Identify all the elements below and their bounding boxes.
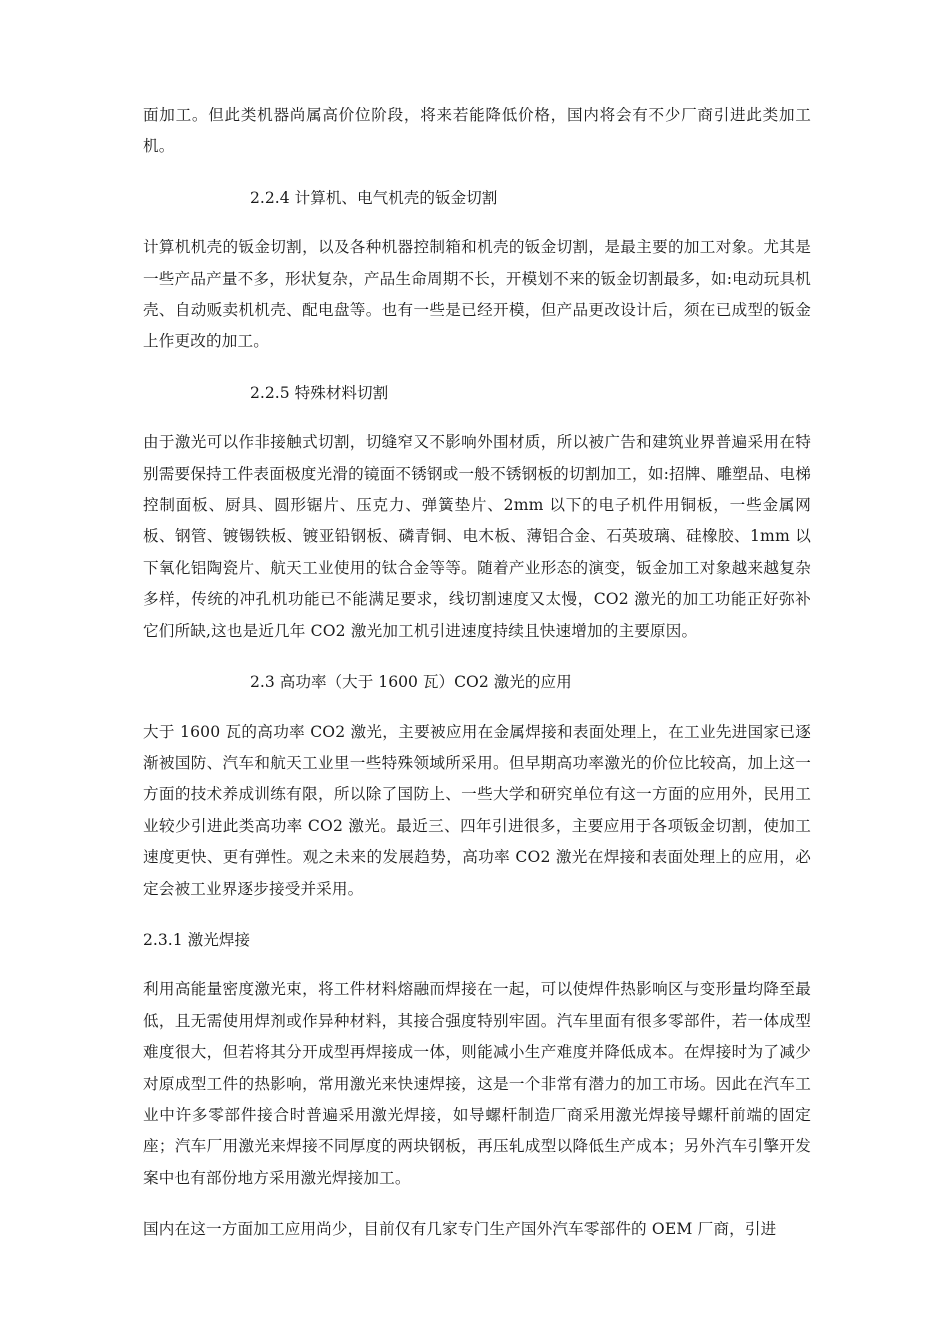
section-heading-2-2-5: 2.2.5 特殊材料切割 xyxy=(250,383,389,402)
paragraph-laser-welding: 利用高能量密度激光束，将工件材料熔融而焊接在一起，可以使焊件热影响区与变形量均降至最低，且无需使用焊剂或作异种材料，其接合强度特别牢固。汽车里面有很多零部件，若一体成型难度很大，但若将其分开成型再焊接成一体，则能减小生产难度并降低成本。在焊接时为了减少对原成型工件的热影响，常用激光来快速焊接，这是一个非常有潜力的加工市场。因此在汽车工业中许多零部件接合时普遍采用激光焊接，如导螺杆制造厂商采用激光焊接导螺杆前端的固定座；汽车厂用激光来焊接不同厚度的两块钢板，再压轧成型以降低生产成本；另外汽车引擎开发案中也有部份地方采用激光焊接加工。 xyxy=(143,980,811,1187)
paragraph-domestic-application: 国内在这一方面加工应用尚少，目前仅有几家专门生产国外汽车零部件的 OEM 厂商，引进 xyxy=(143,1220,777,1239)
section-heading-2-2-4: 2.2.4 计算机、电气机壳的钣金切割 xyxy=(250,188,498,207)
paragraph-special-materials: 由于激光可以作非接触式切割，切缝窄又不影响外围材质，所以被广告和建筑业界普遍采用在特别需要保持工件表面极度光滑的镜面不锈钢或一般不锈钢板的切割加工，如:招牌、雕塑品、电梯控制面板、厨具、圆形锯片、压克力、弹簧垫片、2mm 以下的电子机件用铜板，一些金属网板、钢管、镀锡铁板、镀亚铅钢板、磷青铜、电木板、薄铝合金、石英玻璃、硅橡胶、1mm 以下氧化铝陶瓷片、航天工业使用的钛合金等等。随着产业形态的演变，钣金加工对象越来越复杂多样，传统的冲孔机功能已不能满足要求，线切割速度又太慢，CO2 激光的加工功能正好弥补它们所缺,这也是近几年 CO2 激光加工机引进速度持续且快速增加的主要原因。 xyxy=(143,433,811,640)
paragraph-sheet-metal-cutting: 计算机机壳的钣金切割，以及各种机器控制箱和机壳的钣金切割，是最主要的加工对象。尤其是一些产品产量不多，形状复杂，产品生命周期不长，开模划不来的钣金切割最多，如:电动玩具机壳、自动贩卖机机壳、配电盘等。也有一些是已经开模，但产品更改设计后，须在已成型的钣金上作更改的加工。 xyxy=(143,238,811,351)
paragraph-high-power-laser: 大于 1600 瓦的高功率 CO2 激光，主要被应用在金属焊接和表面处理上，在工业先进国家已逐渐被国防、汽车和航天工业里一些特殊领域所采用。但早期高功率激光的价位比较高，加上这一方面的技术养成训练有限，所以除了国防上、一些大学和研究单位有这一方面的应用外，民用工业较少引进此类高功率 CO2 激光。最近三、四年引进很多，主要应用于各项钣金切割，使加工速度更快、更有弹性。观之未来的发展趋势，高功率 CO2 激光在焊接和表面处理上的应用，必定会被工业界逐步接受并采用。 xyxy=(143,722,811,898)
paragraph-continuation: 面加工。但此类机器尚属高价位阶段，将来若能降低价格，国内将会有不少厂商引进此类加工机。 xyxy=(143,106,811,156)
document-page xyxy=(143,100,811,1246)
section-heading-2-3-1: 2.3.1 激光焊接 xyxy=(143,930,251,949)
section-heading-2-3: 2.3 高功率（大于 1600 瓦）CO2 激光的应用 xyxy=(250,673,572,692)
